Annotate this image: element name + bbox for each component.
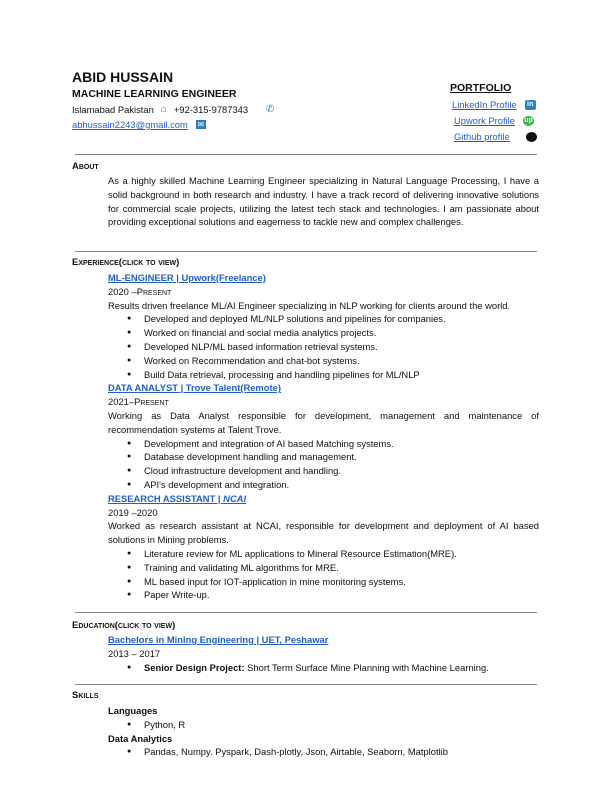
email-line — [72, 119, 206, 130]
upwork-link-row — [454, 115, 534, 126]
skills-list — [108, 704, 539, 759]
list-item: ● Training and validating ML algorithms for MRE. — [108, 561, 539, 575]
portfolio-heading: PORTFOLIO — [450, 82, 512, 94]
github-icon — [526, 132, 537, 142]
divider — [75, 684, 537, 685]
upwork-link[interactable]: Upwork Profile — [454, 115, 515, 126]
list-item: ● Database development handling and management. — [108, 450, 539, 464]
degree-link[interactable]: Bachelors in Mining Engineering | UET, Peshawar — [108, 634, 329, 645]
list-item: ● Paper Write-up. — [108, 588, 539, 602]
job-dates: 2019 –2020 — [108, 506, 158, 518]
list-item: ● Python, R — [108, 718, 539, 732]
list-item: ● Developed and deployed ML/NLP solutions and pipelines for companies. — [108, 312, 539, 326]
linkedin-link[interactable]: LinkedIn Profile — [452, 99, 517, 110]
list-item: ● Build Data retrieval, processing and handling pipelines for ML/NLP — [108, 368, 539, 382]
education-entry — [108, 633, 539, 674]
skill-group-name: Languages — [108, 705, 158, 716]
job-research-assistant — [108, 492, 539, 602]
list-item: ● Pandas, Numpy. Pyspark, Dash-plotly, Json, Airtable, Seaborn, Matplotlib — [108, 745, 539, 759]
job-title: MACHINE LEARNING ENGINEER — [72, 88, 237, 100]
job-dates: 2020 – — [108, 285, 137, 297]
upwork-icon: up — [524, 116, 533, 124]
about-heading: About — [72, 161, 99, 172]
phone-icon: ✆ — [265, 104, 275, 115]
job-data-analyst — [108, 381, 539, 491]
job-title-link[interactable] — [108, 493, 246, 504]
email-link[interactable]: abhussain2243@gmail.com — [72, 119, 188, 130]
job-title-link[interactable]: DATA ANALYST | Trove Talent(Remote) — [108, 382, 281, 394]
github-link-row — [454, 131, 537, 142]
candidate-name: ABID HUSSAIN — [72, 69, 174, 85]
job-summary: Results driven freelance ML/AI Engineer specializing in NLP working for clients around the world. — [108, 299, 511, 311]
list-item: ● ML based input for IOT-application in mine monitoring systems. — [108, 575, 539, 589]
home-icon: ⌂ — [160, 104, 167, 115]
experience-list — [108, 271, 539, 602]
mail-icon: ✉ — [197, 120, 205, 129]
job-summary: Worked as research assistant at NCAI, responsible for development and deployment of AI based solutions in Mining problems. — [108, 520, 539, 546]
linkedin-link-row — [452, 99, 536, 110]
list-item: ● Cloud infrastructure development and handling. — [108, 464, 539, 478]
github-link[interactable]: Github profile — [454, 131, 510, 142]
list-item: ● API's development and integration. — [108, 478, 539, 492]
divider — [75, 154, 537, 155]
experience-heading: Experience(click to view) — [72, 257, 180, 268]
list-item: ● Literature review for ML applications to Mineral Resource Estimation(MRE). — [108, 547, 539, 561]
divider — [75, 251, 537, 252]
location: Islamabad Pakistan — [72, 104, 154, 115]
list-item: ● Worked on financial and social media analytics projects. — [108, 326, 539, 340]
list-item — [108, 661, 539, 675]
education-dates: 2013 – 2017 — [108, 647, 161, 659]
list-item: ● Worked on Recommendation and chat-bot systems. — [108, 354, 539, 368]
job-title-text: RESEARCH ASSISTANT | — [108, 492, 224, 504]
skill-group-name: Data Analytics — [108, 732, 173, 744]
skills-heading: Skills — [72, 690, 99, 701]
job-title-link[interactable]: ML-ENGINEER | Upwork(Freelance) — [108, 272, 266, 283]
job-org: NCAI — [223, 492, 247, 504]
job-dates-end: Present — [134, 396, 169, 408]
job-ml-engineer — [108, 271, 539, 381]
about-text: As a highly skilled Machine Learning Engineer specializing in Natural Language Processing, I have a solid background in both research and industry. I have a track record of delivering innovative solutions for commercial scale projects, utilizing the latest tech stack and technologies. I am passionate about providing exceptional solutions and eagerness to tackle new and complex challenges. — [108, 175, 539, 228]
job-summary: Working as Data Analyst responsible for development, management and maintenance of recommendation systems at Talent Trove. — [108, 409, 539, 435]
project-label: Senior Design Project: — [144, 661, 245, 673]
job-dates: 2021– — [108, 396, 135, 408]
phone: +92-315-9787343 — [173, 104, 249, 115]
list-item: ● Developed NLP/ML based information retrieval systems. — [108, 340, 539, 354]
education-heading: Education(click to view) — [72, 620, 176, 631]
contact-line — [72, 104, 275, 115]
project-text: Short Term Surface Mine Planning with Machine Learning. — [244, 661, 489, 673]
list-item: ● Development and integration of AI based Matching systems. — [108, 437, 539, 451]
divider — [75, 612, 537, 613]
job-dates-end: Present — [136, 285, 172, 297]
linkedin-icon: in — [525, 100, 536, 110]
